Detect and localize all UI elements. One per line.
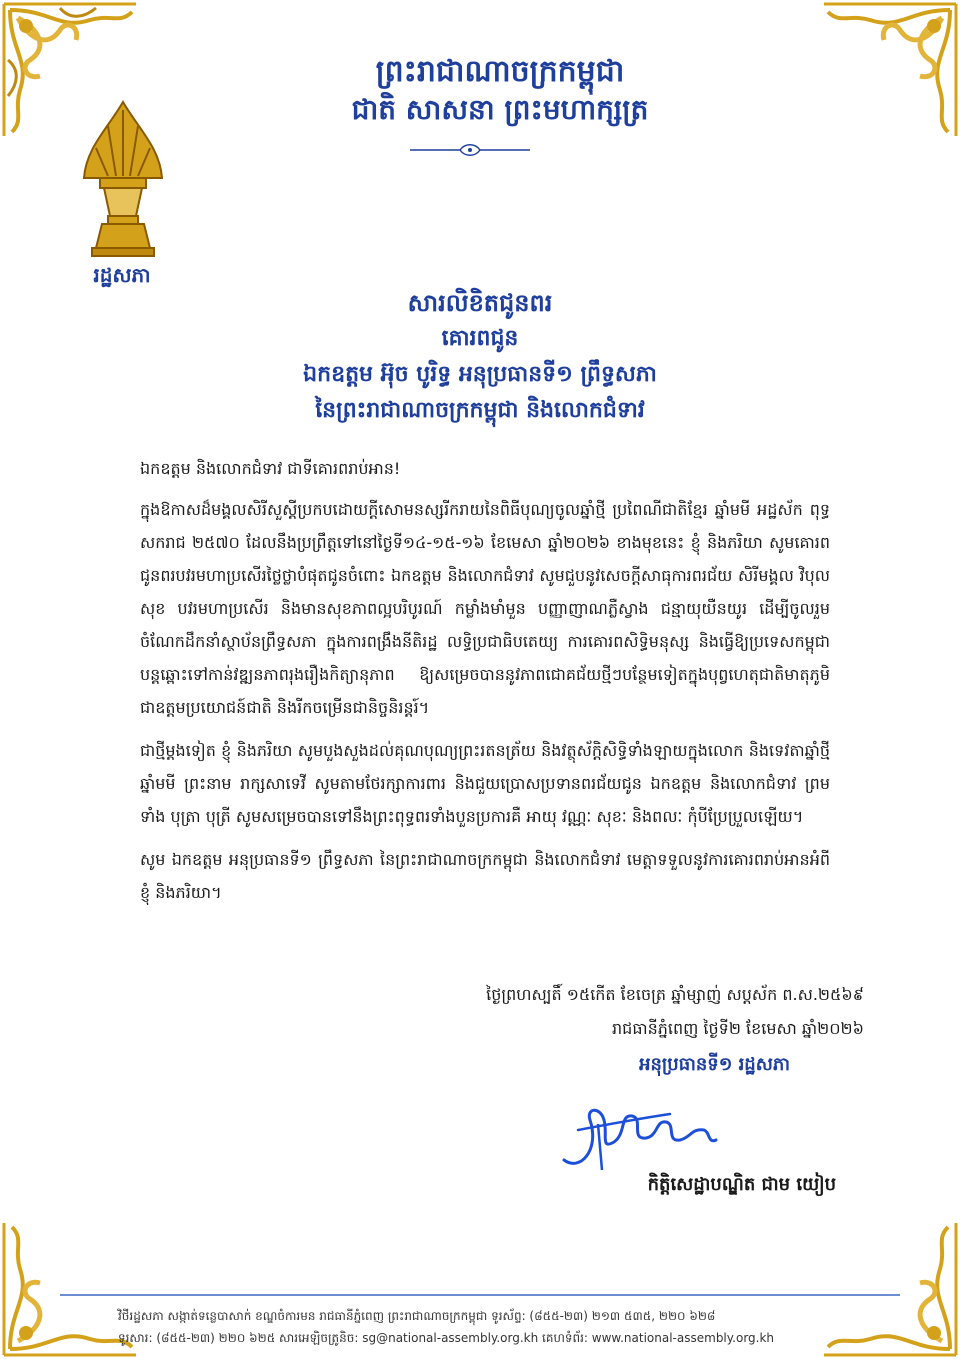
paragraph-1: ក្នុងឱកាសដ៏មង្គលសិរីសួស្តីប្រកបដោយក្តីសោមនស្សរីករាយនៃពិធីបុណ្យចូលឆ្នាំថ្មី ប្រពៃណីជាតិខ្មែរ ឆ្នាំមមី អដ្ឋស័ក ពុទ្ធសករាជ ២៥៧០ ដែលនឹងប្រព្រឹត្តទៅនៅថ្ងៃទី១៤-១៥-១៦ ខែមេសា ឆ្នាំ២០២៦ ខាងមុខនេះ ខ្ញុំ និងភរិយា សូមគោរពជូនពរបវរមហាប្រសើរថ្លៃថ្លាបំផុតជូនចំពោះ ឯកឧត្តម និងលោកជំទាវ សូមជួបនូវសេចក្តីសាធុការពរជ័យ សិរីមង្គល វិបុលសុខ បវរមហាប្រសើរ និងមានសុខភាពល្អបរិបូរណ៍ កម្លាំងមាំមួន បញ្ញាញាណភ្លឺស្វាង ជន្មាយុយឺនយូរ ដើម្បីចូលរួមចំណែកដឹកនាំស្ថាប័នព្រឹទ្ធសភា ក្នុងការពង្រឹងនីតិរដ្ឋ លទ្ធិប្រជាធិបតេយ្យ ការគោរពសិទ្ធិមនុស្ស និងធ្វើឱ្យប្រទេសកម្ពុជា បន្តឆ្ពោះទៅកាន់វឌ្ឍនភាពរុងរឿងកិត្យានុភាព ឱ្យសម្រេចបាននូវភាពជោគជ័យថ្មីៗបន្ថែមទៀតក្នុងបុព្វហេតុជាតិមាតុភូមិ ជាឧត្តមប្រយោជន៍ជាតិ និងរីកចម្រើនជានិច្ចនិរន្តរ៍។ [140,500,830,717]
institution-label: រដ្ឋសភា [93,263,151,287]
addressee-line2: នៃព្រះរាជាណាចក្រកម្ពុជា និងលោកជំទាវ [315,397,645,423]
footer-contact: ទូរសារ: (៨៥៥-២៣) ២២០ ៦២៥ សារអេឡិចត្រូនិច: sg@national-assembly.org.kh គេហទំព័រ: www.national-assembly.org.kh [118,1331,775,1345]
kingdom-motto-line1: ព្រះរាជាណាចក្រកម្ពុជា [375,54,625,89]
lunar-date: ថ្ងៃព្រហស្បតិ៍ ១៥កើត ខែចេត្រ ឆ្នាំម្សាញ់ សប្តស័ក ព.ស.២៥៦៩ [486,985,864,1004]
national-assembly-emblem-icon [78,98,168,258]
corner-ornament-top-right [820,0,960,140]
paragraph-2: ជាថ្មីម្តងទៀត ខ្ញុំ និងភរិយា សូមបួងសួងដល់គុណបុណ្យព្រះរតនត្រ័យ និងវត្ថុស័ក្តិសិទ្ធិទាំងឡាយក្នុងលោក និងទេវតាឆ្នាំថ្មី ឆ្នាំមមី ព្រះនាម រាក្សសាទេវី សូមតាមថែរក្សាការពារ និងជួយប្រោសប្រទានពរជ័យជូន ឯកឧត្តម និងលោកជំទាវ ព្រមទាំង បុត្រា បុត្រី សូមសម្រេចបានទៅនឹងព្រះពុទ្ធពរទាំងបួនប្រការគឺ អាយុ វណ្ណៈ សុខៈ និងពលៈ កុំបីប្រែប្រួលឡើយ។ [140,741,830,826]
letter-body [140,452,830,919]
kingdom-motto-line2: ជាតិ សាសនា ព្រះមហាក្សត្រ [351,93,649,126]
salutation: ឯកឧត្តម និងលោកជំទាវ ជាទីគោរពរាប់អាន! [140,459,401,478]
letter-title: សារលិខិតជូនពរ [407,288,553,317]
place-date: រាជធានីភ្នំពេញ ថ្ងៃទី២ ខែមេសា ឆ្នាំ២០២៦ [612,1019,864,1038]
ornamental-divider [410,142,530,156]
signer-name: កិត្តិសេដ្ឋាបណ្ឌិត ជាម យៀប [647,1174,836,1195]
footer-divider [60,1294,900,1296]
signer-title: អនុប្រធានទី១ រដ្ឋសភា [639,1054,790,1075]
addressee-name: ឯកឧត្តម អ៊ុច បូរិទ្ធ អនុប្រធានទី១ ព្រឹទ្ធសភា [303,361,657,387]
signature-image [560,1090,720,1180]
footer-address: វិថីរដ្ឋសភា សង្កាត់ទន្លេបាសាក់ ខណ្ឌចំការមន រាជធានីភ្នំពេញ ព្រះរាជាណាចក្រកម្ពុជា ទូរស័ព្ទ: (៨៥៥-២៣) ២១៣ ៥៣៥, ២២០ ៦២៨ [118,1309,716,1323]
addressee-intro: គោរពជូន [441,325,519,351]
paragraph-3: សូម ឯកឧត្តម អនុប្រធានទី១ ព្រឹទ្ធសភា នៃព្រះរាជាណាចក្រកម្ពុជា និងលោកជំទាវ មេត្តាទទួលនូវការគោរពរាប់អានអំពីខ្ញុំ និងភរិយា។ [140,850,830,902]
